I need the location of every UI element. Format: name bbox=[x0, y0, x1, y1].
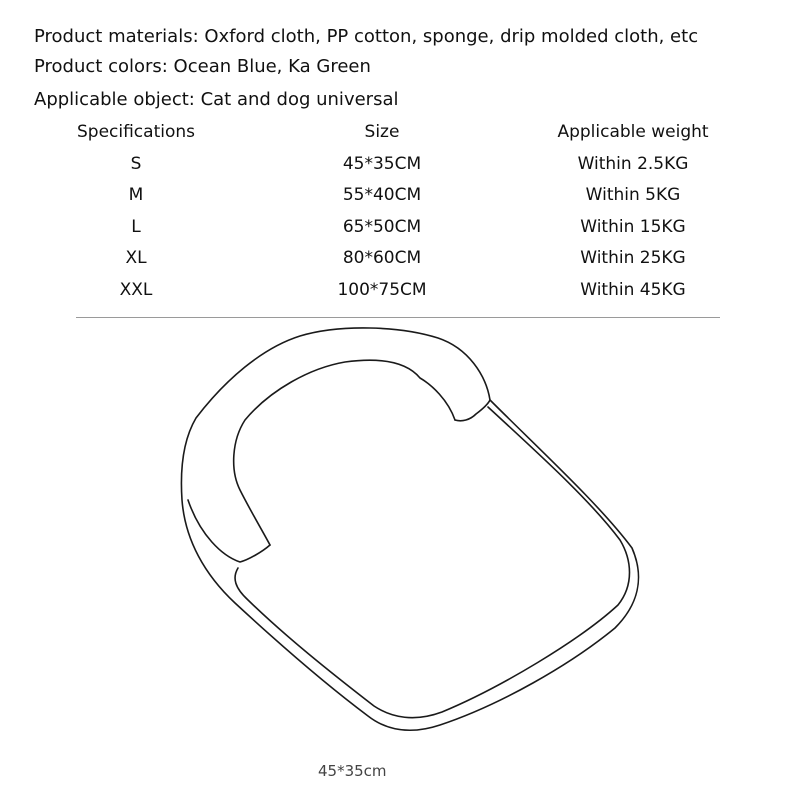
size-caption: 45*35cm bbox=[318, 762, 387, 780]
materials-line: Product materials: Oxford cloth, PP cotton, sponge, drip molded cloth, etc bbox=[34, 26, 699, 47]
spec-cell: S bbox=[130, 153, 142, 174]
header-specifications: Specifications bbox=[76, 122, 196, 142]
spec-cell: L bbox=[131, 216, 141, 237]
weight-cell: Within 25KG bbox=[580, 248, 686, 268]
mat-inner-seam bbox=[235, 407, 629, 718]
size-cell: 45*35CM bbox=[342, 153, 422, 174]
header-applicable-weight: Applicable weight bbox=[557, 122, 709, 142]
colors-line: Product colors: Ocean Blue, Ka Green bbox=[34, 56, 371, 77]
size-cell: 65*50CM bbox=[342, 216, 422, 237]
spec-cell: XL bbox=[125, 248, 147, 268]
applicable-object-line: Applicable object: Cat and dog universal bbox=[34, 89, 399, 110]
size-cell: 55*40CM bbox=[342, 185, 422, 205]
size-cell: 100*75CM bbox=[337, 279, 427, 300]
weight-cell: Within 2.5KG bbox=[577, 153, 689, 174]
weight-cell: Within 5KG bbox=[585, 185, 681, 205]
size-cell: 80*60CM bbox=[342, 248, 422, 268]
bolster-right-tip bbox=[455, 400, 490, 421]
header-size: Size bbox=[364, 122, 400, 142]
weight-cell: Within 15KG bbox=[580, 216, 686, 237]
bed-outer-outline bbox=[181, 328, 638, 730]
spec-cell: XXL bbox=[119, 279, 153, 300]
spec-cell: M bbox=[128, 185, 144, 205]
weight-cell: Within 45KG bbox=[580, 279, 686, 300]
bolster-front-edge bbox=[188, 500, 270, 562]
bolster-inner-outline bbox=[234, 360, 455, 545]
